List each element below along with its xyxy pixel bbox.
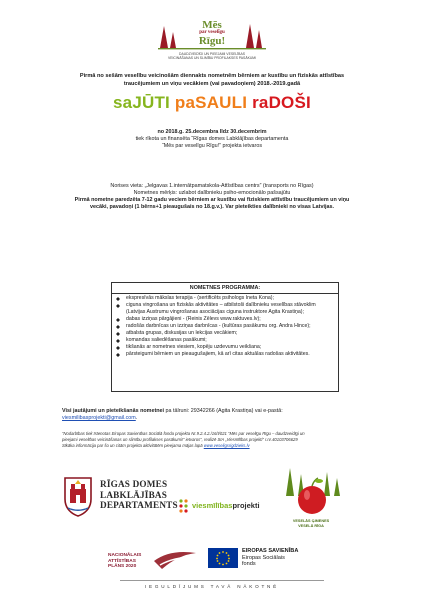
diamond-bullet-icon bbox=[116, 325, 120, 329]
contact-email-link[interactable]: viesmilibasprojekti@gmail.com bbox=[62, 415, 136, 421]
audience-line-2: vecāki, pavadoņi (1 bērns+1 pieaugušais no 18.g.v.). Var pieteikties dalībnieki no visas Latvijas. bbox=[90, 204, 334, 210]
eu-line-2: Eiropas Sociālais bbox=[242, 554, 285, 561]
program-item bbox=[112, 302, 338, 309]
veselas-gimenes-text bbox=[276, 519, 346, 528]
camp-dates bbox=[0, 129, 424, 150]
program-item-text: ekspresīvās mākslas terapija - (sertificēts psihologs Ineta Kona); bbox=[126, 295, 274, 301]
program-title: NOMETNES PROGRAMMA: bbox=[112, 283, 338, 294]
diamond-bullet-icon bbox=[116, 297, 120, 301]
camp-title bbox=[0, 93, 424, 113]
program-item bbox=[112, 323, 338, 330]
dates-line-1: no 2018.g. 25.decembra līdz 30.decembrim bbox=[157, 129, 267, 135]
brand-line-3: Rīgu! bbox=[198, 35, 226, 47]
european-union-logo bbox=[208, 546, 328, 574]
program-box bbox=[111, 282, 339, 392]
veselas-gimenes-logo bbox=[276, 462, 346, 532]
riga-welfare-department-logo bbox=[62, 475, 178, 519]
contact-email-period: . bbox=[135, 415, 138, 421]
apple-skyline-icon bbox=[276, 462, 346, 518]
program-item bbox=[112, 295, 338, 302]
project-disclaimer bbox=[62, 431, 382, 448]
title-part-ra: ra bbox=[252, 93, 269, 112]
camp-venue bbox=[0, 183, 424, 211]
title-part-dosi: DOŠI bbox=[268, 93, 311, 112]
diamond-bullet-icon bbox=[116, 332, 120, 336]
eu-text bbox=[242, 548, 298, 568]
brand-line-1: Mēs bbox=[202, 19, 222, 31]
mes-par-veseligu-rigu-logo bbox=[152, 8, 272, 66]
eu-line-3: fonds bbox=[242, 561, 256, 568]
program-item bbox=[112, 337, 338, 344]
title-part-sa: sa bbox=[113, 93, 133, 112]
viesm-word-2: projekti bbox=[232, 501, 260, 510]
program-item-text: pārsteigumi bērniem un pieaugušajiem, kā arī citas aktuālas radošas aktivitātes. bbox=[126, 351, 310, 357]
disclaimer-line-1: “Nodarbības tiek īstenotas Eiropas Savienības Sociālā fonda projekta Nr.9.2.4.2./16/I/021 “Mēs par veselīgu Rīgu – daudzveidīgi un bbox=[62, 431, 305, 436]
viesmilibas-projekti-text bbox=[192, 501, 260, 510]
diamond-bullet-icon bbox=[116, 353, 120, 357]
diamond-bullet-icon bbox=[116, 346, 120, 350]
veselas-line-1: VESELĀS ĢIMENES bbox=[292, 519, 330, 523]
title-part-juti: JŪTI bbox=[132, 93, 175, 112]
veselas-line-2: VESELĀ RĪGA bbox=[298, 523, 324, 528]
title-part-pa: pa bbox=[174, 93, 196, 112]
brand-wordmark bbox=[186, 20, 238, 46]
program-item-text: dabas izziņas pārgājieni - (Reinis Zēlevs www.raktuves.lv); bbox=[126, 316, 261, 322]
dots-icon bbox=[178, 498, 190, 514]
nap-line-3: PLĀNS 2020 bbox=[108, 564, 137, 570]
eu-line-1: EIROPAS SAVIENĪBA bbox=[242, 548, 299, 554]
footer-motto: IEGULDĪJUMS TAVĀ NĀKOTNĒ bbox=[144, 584, 280, 589]
nap-text bbox=[108, 553, 141, 570]
program-item-text: ciguna vingrošana un fiziskās aktivitātes – atbilstoši dalībnieku veselības stāvoklim bbox=[126, 302, 316, 308]
diamond-bullet-icon bbox=[116, 304, 120, 308]
eu-flag-icon bbox=[208, 548, 238, 568]
intro-line-2: traucējumiem un viņu vecākiem (vai pavadoņiem) 2018.-2019.gadā bbox=[123, 81, 301, 87]
diamond-bullet-icon bbox=[116, 339, 120, 343]
contact-lead: Visi jautājumi un pieteikšanās nometnei bbox=[62, 408, 165, 414]
national-development-plan-logo bbox=[108, 545, 200, 575]
program-item-text: radošās darbnīcas un izziņas darbnīcas - (kultūras pasākumu org. Andra Hince); bbox=[126, 323, 311, 329]
rd-line-3: DEPARTAMENTS bbox=[100, 500, 178, 510]
tagline-line-2: VEICINĀŠANAS UN SLIMĪBU PROFILAKSES PASĀKUMI bbox=[167, 56, 257, 61]
program-item bbox=[112, 330, 338, 337]
footer-divider bbox=[120, 580, 324, 581]
program-item bbox=[112, 316, 338, 323]
dates-line-3: “Mēs par veselīgu Rīgu!” projekta ietvaros bbox=[161, 143, 263, 149]
program-item bbox=[112, 351, 338, 358]
program-item-text: komandas saliedēšanas pasākumi; bbox=[126, 337, 207, 343]
program-item-text: atbalsta grupas, diskusijas un lekcijas vecākiem; bbox=[126, 330, 238, 336]
disclaimer-line-3: Sīkāka informācija par šo un citām projekta aktivitātēm pieejama mājas lapā bbox=[62, 442, 204, 448]
intro-line-1: Pirmā no sešām veselību veicinošām diennakts nometnēm bērniem ar kustību un fiziskās attīstības bbox=[79, 73, 345, 79]
riga-welfare-department-text bbox=[100, 479, 178, 511]
rd-line-2: LABKLĀJĪBAS bbox=[100, 489, 168, 500]
brand-line-2: par veselīgu bbox=[199, 30, 225, 35]
brand-tagline bbox=[152, 52, 272, 60]
program-item-text: tikšanās ar nometnes viesiem, kopēju uzdevumu veikšana; bbox=[126, 344, 262, 350]
program-item bbox=[112, 344, 338, 351]
nap-line-2: ATTĪSTĪBAS bbox=[108, 558, 136, 564]
dates-line-2: tiek rīkota un finansēta “Rīgas domes Labklājības departamenta bbox=[135, 136, 289, 142]
viesm-word-1: viesmīlības bbox=[192, 501, 233, 510]
rd-line-1: RĪGAS DOMES bbox=[100, 479, 168, 489]
program-list bbox=[112, 295, 338, 358]
diamond-bullet-icon bbox=[116, 318, 120, 322]
audience-line-1: Pirmā nometne paredzēta 7-12 gadu veciem bērniem ar kustību vai fiziskiem attīstību traucējumiem un viņu bbox=[74, 197, 350, 203]
goal-line: Nometnes mērķis: uzlabot dalībnieku psiho-emocionālo pašsajūtu bbox=[133, 190, 291, 196]
program-item-text: (Latvijas Austrumu vingrošanas asociācijas ciguna instruktore Agita Krastiņa); bbox=[126, 309, 304, 315]
riga-coat-of-arms-icon bbox=[62, 475, 94, 517]
disclaimer-line-2: pieejami veselības veicināšanas un slimību profilakses pasākumi!” ietvaros”, realizē SIA „Viesmīlības projekti” r.nr.40103706629 bbox=[62, 436, 298, 442]
nap-line-1: NACIONĀLAIS bbox=[108, 553, 142, 558]
tagline-line-1: DAUDZVEIDĪGI UN PIEEJAMI VESELĪBAS bbox=[179, 52, 245, 56]
latvian-flag-swoosh-icon bbox=[152, 547, 198, 573]
program-item-continuation bbox=[112, 309, 338, 316]
venue-line: Norises vieta: „Jelgavas 1.internātpamatskola-Attīstības centrs” (transports no Rīgas) bbox=[110, 183, 314, 189]
title-part-sauli: SAULI bbox=[195, 93, 253, 112]
contact-phone-text: pa tālruni: 29342266 (Agita Krastiņa) vai e-pastā: bbox=[164, 408, 283, 414]
contact-info bbox=[62, 408, 372, 422]
intro-heading bbox=[0, 72, 424, 88]
viesmilibas-projekti-logo bbox=[178, 497, 268, 517]
project-website-link[interactable]: www.veseligsrigdzieks.lv bbox=[203, 442, 250, 448]
